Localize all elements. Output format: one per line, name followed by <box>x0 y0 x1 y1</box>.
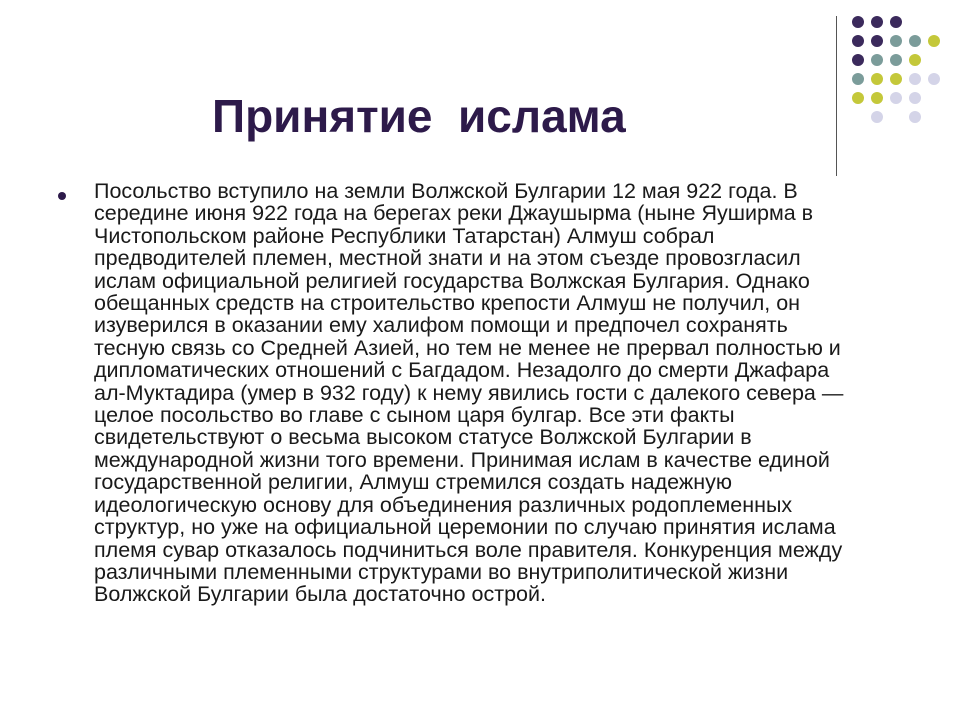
decorative-dot <box>890 73 902 85</box>
decorative-dot <box>909 54 921 66</box>
decorative-dot <box>909 111 921 123</box>
decorative-dot <box>871 16 883 28</box>
decorative-dot <box>871 92 883 104</box>
body-line: предводителей племен, местной знати и на этом съезде провозгласил <box>94 246 801 271</box>
decorative-dot <box>852 73 864 85</box>
decorative-dot <box>928 73 940 85</box>
body-line: племя сувар отказалось подчиниться воле правителя. Конкуренция между <box>94 537 843 562</box>
decorative-dot <box>928 35 940 47</box>
decorative-dot <box>890 92 902 104</box>
body-line: Посольство вступило на земли Волжской Булгарии 12 мая 922 года. В <box>94 179 798 203</box>
body-line: Волжской Булгарии была достаточно острой. <box>94 582 546 607</box>
body-text <box>94 180 894 606</box>
decorative-dot <box>890 16 902 28</box>
decorative-dot <box>852 92 864 104</box>
body-line: ал-Муктадира (умер в 932 году) к нему явились гости с далекого севера — <box>94 380 844 405</box>
body-line: Чистопольском районе Республики Татарстан) Алмуш собрал <box>94 223 715 248</box>
body-line: середине июня 922 года на берегах реки Джаушырма (ныне Яуширма в <box>94 201 814 226</box>
decorative-dot <box>871 35 883 47</box>
decorative-dot <box>852 54 864 66</box>
decorative-dot <box>871 73 883 85</box>
body-line: обещанных средств на строительство крепости Алмуш не получил, он <box>94 291 801 316</box>
body-line: свидетельствуют о весьма высоком статусе Волжской Булгарии в <box>94 425 752 450</box>
slide-title: Принятие ислама <box>212 90 626 142</box>
body-line: различными племенными структурами во внутриполитической жизни <box>94 559 789 584</box>
decorative-dot <box>871 54 883 66</box>
body-line: государственной религии, Алмуш стремился создать надежную <box>94 470 733 495</box>
decorative-divider <box>836 16 837 176</box>
decorative-dot <box>852 35 864 47</box>
bullet-icon <box>58 192 66 200</box>
decorative-dot-grid <box>842 10 952 160</box>
decorative-dot <box>852 16 864 28</box>
body-line: международной жизни того времени. Принимая ислам в качестве единой <box>94 447 830 472</box>
body-line: тесную связь со Средней Азией, но тем не менее не прервал полностью и <box>94 335 841 360</box>
body-line: дипломатических отношений с Багдадом. Незадолго до смерти Джафара <box>94 358 830 383</box>
body-line: изуверился в оказании ему халифом помощи и предпочел сохранять <box>94 313 788 338</box>
decorative-dot <box>909 92 921 104</box>
body-line: идеологическую основу для объединения различных родоплеменных <box>94 492 793 517</box>
decorative-dot <box>871 111 883 123</box>
decorative-dot <box>890 54 902 66</box>
body-line: целое посольство во главе с сыном царя булгар. Все эти факты <box>94 403 735 428</box>
body-line: ислам официальной религией государства Волжская Булгария. Однако <box>94 268 810 293</box>
decorative-dot <box>909 73 921 85</box>
decorative-dot <box>909 35 921 47</box>
body-line: структур, но уже на официальной церемонии по случаю принятия ислама <box>94 515 836 540</box>
decorative-dot <box>890 35 902 47</box>
